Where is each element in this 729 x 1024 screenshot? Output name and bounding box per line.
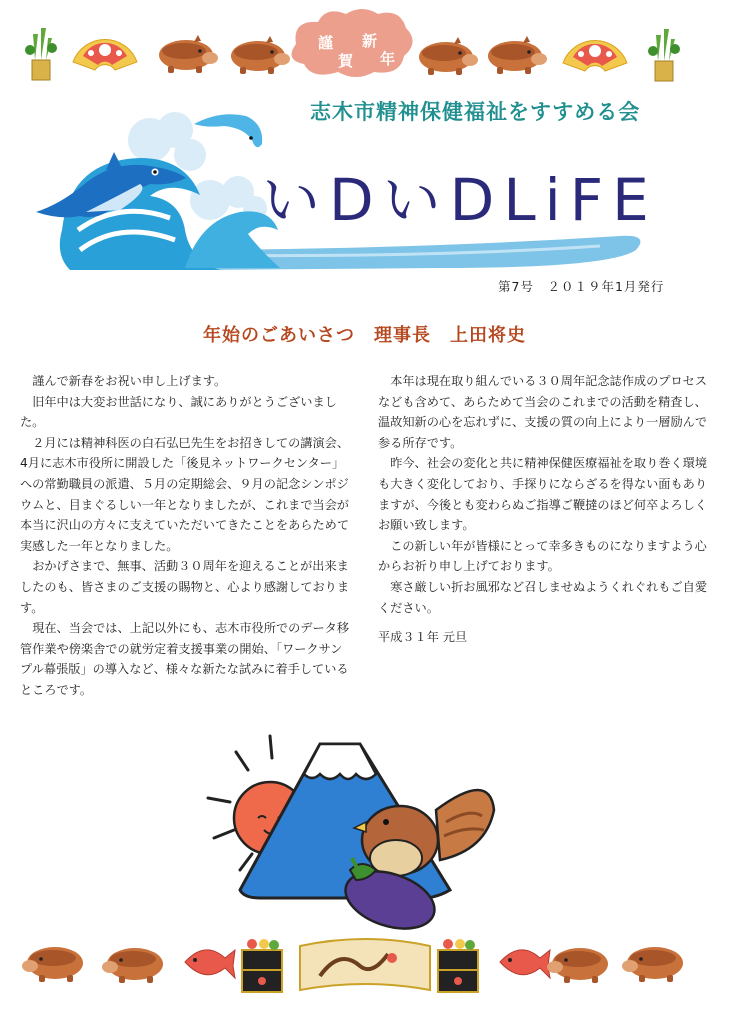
paragraph: 謹んで新春をお祝い申し上げます。 bbox=[32, 374, 227, 388]
logo-text: いDいDLiFE bbox=[262, 166, 658, 234]
paragraph: ２月には精神科医の白石弘巳先生をお招きしての講演会、4月に志木市役所に開設した「後見ネットワークセンター」への常勤職員の派遣、５月の定期総会、９月の記念シンポジウムと、目まぐるしい一年となりましたが、これまで当会が本当に沢山の方々に支えていただいてきたことをあらためて実感した一年となりました。 bbox=[20, 435, 350, 553]
paragraph: 旧年中は大変お世話になり、誠にありがとうございました。 bbox=[20, 394, 337, 430]
paragraph: この新しい年が皆様にとって幸多きものになりますよう心からお祈り申し上げております。 bbox=[378, 538, 707, 574]
small-dolphin-icon bbox=[194, 114, 262, 147]
paragraph: 現在、当会では、上記以外にも、志木市役所でのデータ移管作業や傍楽舎での就労定着支援事業の開始、「ワークサンプル幕張版」の導入など、様々な新たな試みに着手しているところです。 bbox=[20, 621, 350, 697]
logo-banner bbox=[0, 100, 729, 275]
greeting-char: 年 bbox=[380, 50, 396, 68]
article-left-column bbox=[20, 371, 354, 701]
article-title: 年始のごあいさつ 理事長 上田将史 bbox=[203, 325, 526, 346]
paragraph: 本年は現在取り組んでいる３０周年記念誌作成のプロセスなども含めて、あらためて当会のこれまでの活動を精査し、温故知新の心を忘れずに、支援の質の向上により一層励んで参る所存です。 bbox=[378, 374, 708, 450]
top-border bbox=[0, 0, 729, 92]
article-right-column bbox=[378, 371, 712, 648]
greeting-char: 賀 bbox=[338, 52, 354, 70]
fan-icon bbox=[300, 939, 430, 990]
org-name: 志木市精神保健福祉をすすめる会 bbox=[310, 100, 641, 124]
greeting-char: 謹 bbox=[318, 34, 334, 52]
paragraph: おかげさまで、無事、活動３０周年を迎えることが出来ましたのも、皆さまのご支援の賜物と、心より感謝しております。 bbox=[20, 559, 350, 615]
new-year-illustration bbox=[200, 730, 520, 940]
paragraph: 寒さ厳しい折お風邪など召しませぬようくれぐれもご自愛ください。 bbox=[378, 579, 708, 615]
issue-info: 第7号 ２０１９年1月発行 bbox=[498, 279, 665, 294]
greeting-char: 新 bbox=[362, 32, 378, 50]
bottom-border bbox=[0, 928, 729, 1024]
paragraph: 昨今、社会の変化と共に精神保健医療福祉を取り巻く環境も大きく変化しており、手探りにならざるを得ない面もありますが、今後とも変わらぬご指導ご鞭撻のほど何卒よろしくお願い致します。 bbox=[378, 456, 708, 533]
article-date: 平成３１年 元旦 bbox=[378, 630, 468, 645]
